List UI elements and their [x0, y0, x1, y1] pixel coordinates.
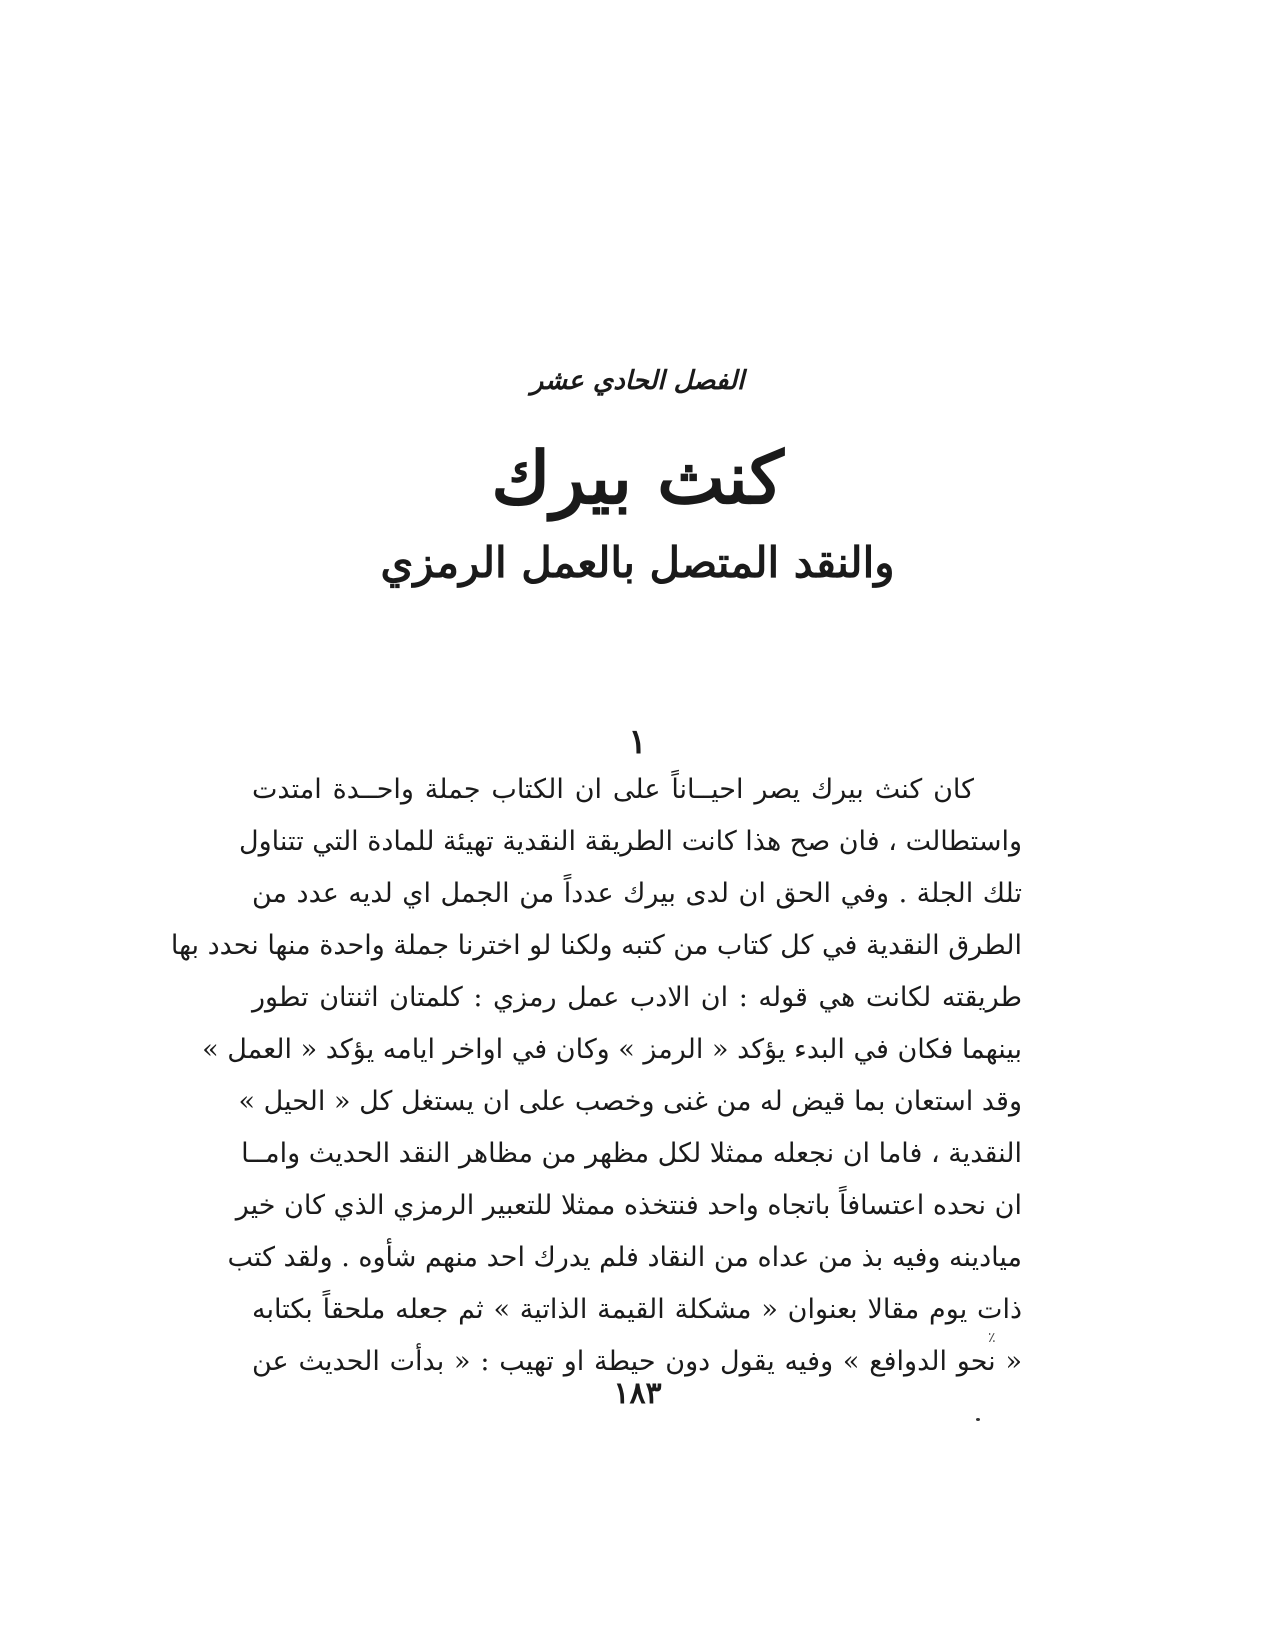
body-line: بينهما فكان في البدء يؤكد « الرمز » وكان في اواخر ايامه يؤكد « العمل »	[202, 1034, 1022, 1065]
chapter-label: الفصل الحادي عشر	[530, 366, 745, 396]
body-line: تلك الجلة . وفي الحق ان لدى بيرك عدداً من الجمل اي لديه عدد من	[252, 878, 1022, 909]
body-line: « نحو الدوافع » وفيه يقول دون حيطة او تهيب : « بدأت الحديث عن	[252, 1346, 1022, 1377]
body-text	[170, 764, 1022, 1388]
chapter-title: كنث بيرك	[491, 435, 784, 520]
footnote-mark: ٪	[988, 1330, 996, 1346]
body-line: واستطالت ، فان صح هذا كانت الطريقة النقدية تهيئة للمادة التي تتناول	[239, 826, 1022, 857]
body-line: ذات يوم مقالا بعنوان « مشكلة القيمة الذاتية » ثم جعله ملحقاً بكتابه	[252, 1294, 1022, 1325]
body-line: ميادينه وفيه بذ من عداه من النقاد فلم يدرك احد منهم شأوه . ولقد كتب	[227, 1242, 1022, 1273]
body-line: النقدية ، فاما ان نجعله ممثلا لكل مظهر من مظاهر النقد الحديث وامــا	[241, 1138, 1022, 1169]
print-speck	[976, 1418, 980, 1421]
body-line: ان نحده اعتسافاً باتجاه واحد فنتخذه ممثلا للتعبير الرمزي الذي كان خير	[235, 1190, 1022, 1221]
body-line: طريقته لكانت هي قوله : ان الادب عمل رمزي : كلمتان اثنتان تطور	[252, 982, 1022, 1013]
chapter-subtitle: والنقد المتصل بالعمل الرمزي	[380, 538, 895, 587]
body-line: كان كنث بيرك يصر احيــاناً على ان الكتاب جملة واحــدة امتدت	[252, 774, 974, 805]
body-line: وقد استعان بما قيض له من غنى وخصب على ان يستغل كل « الحيل »	[238, 1086, 1022, 1117]
section-number: ١	[628, 722, 647, 762]
page-number: ١٨٣	[613, 1376, 662, 1411]
body-line: الطرق النقدية في كل كتاب من كتبه ولكنا لو اخترنا جملة واحدة منها نحدد بها	[170, 930, 1022, 961]
